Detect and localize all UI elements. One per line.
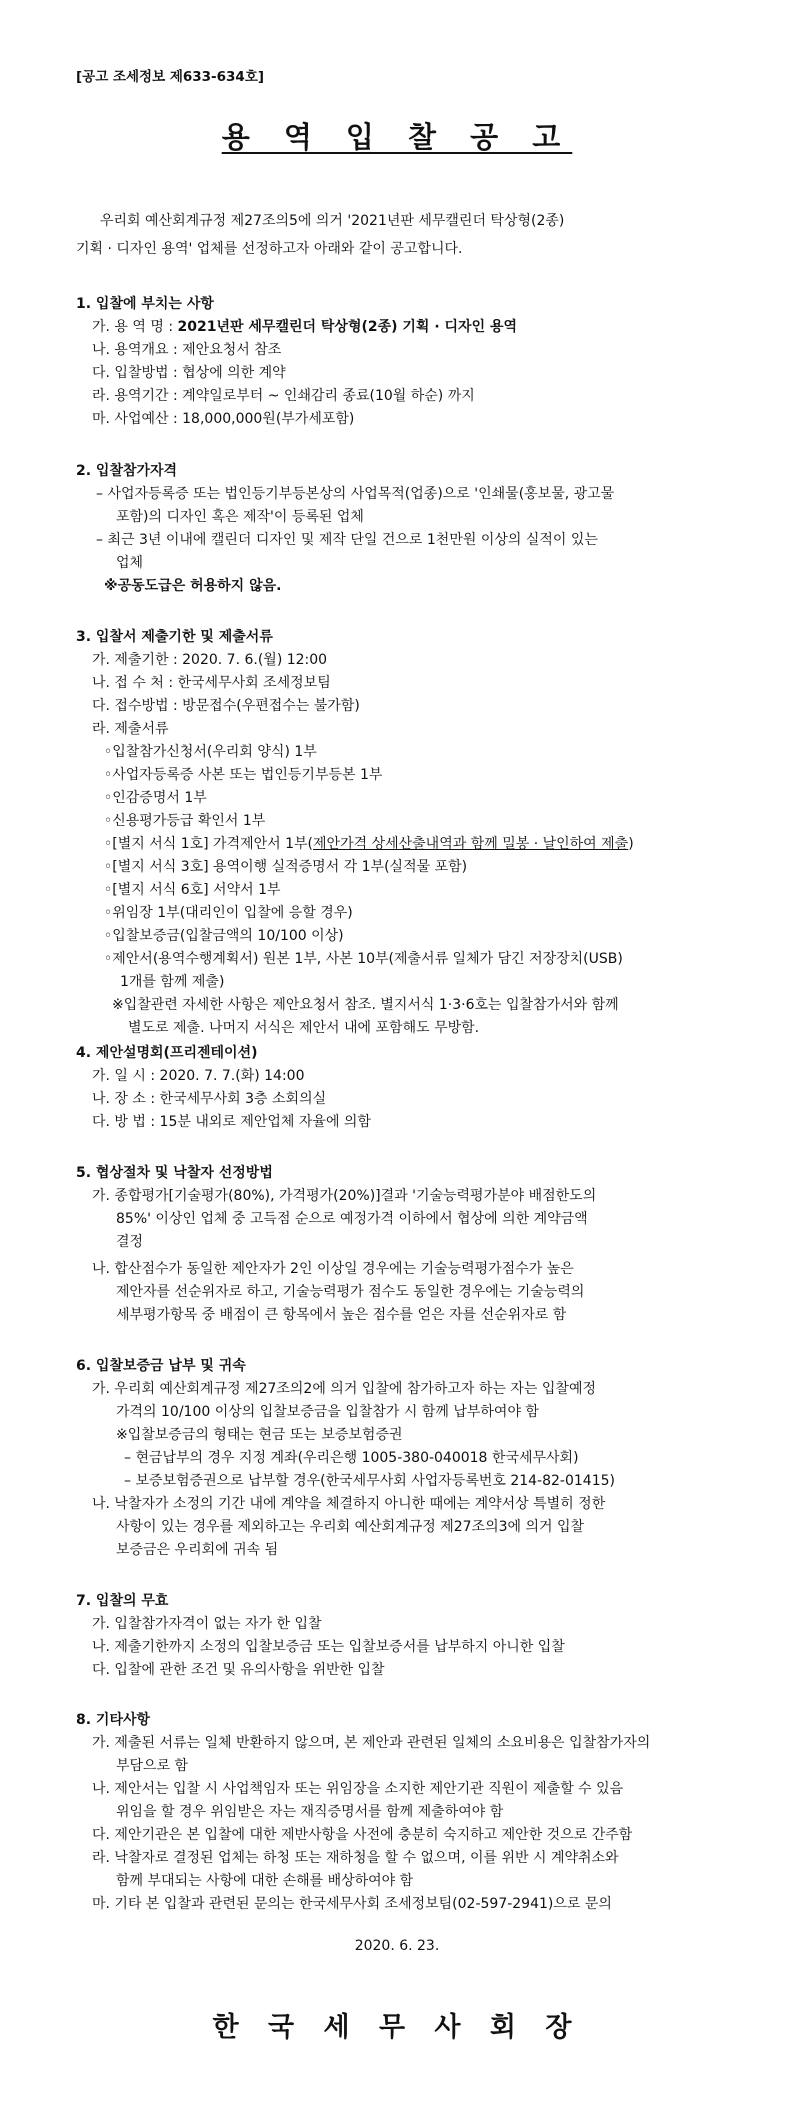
section-6-line: 가격의 10/100 이상의 입찰보증금을 입찰참가 시 함께 납부하여야 함 <box>116 1404 539 1420</box>
section-1-heading: 1. 입찰에 부치는 사항 <box>76 296 214 312</box>
document-item: ◦위임장 1부(대리인이 입찰에 응할 경우) <box>104 905 353 921</box>
item-label: 라. 용역기간 : <box>92 388 183 404</box>
item-label: 가. 용 역 명 : <box>92 319 178 335</box>
document-item <box>104 835 634 853</box>
item-value: 18,000,000원(부가세포함) <box>182 411 355 427</box>
intro-line: 기획 · 디자인 용역' 업체를 선정하고자 아래와 같이 공고합니다. <box>76 241 463 257</box>
document-item: ◦사업자등록증 사본 또는 법인등기부등본 1부 <box>104 767 383 783</box>
section-8-line: 나. 제안서는 입찰 시 사업책임자 또는 위임장을 소지한 제안기관 직원이 제출할 수 있음 <box>92 1781 624 1797</box>
section-8-line: 가. 제출된 서류는 일체 반환하지 않으며, 본 제안과 관련된 일체의 소요비용은 입찰참가자의 <box>92 1735 651 1751</box>
section-3-note: 별도로 제출. 나머지 서식은 제안서 내에 포함해도 무방함. <box>128 1020 480 1036</box>
section-3-item: 라. 제출서류 <box>92 721 169 737</box>
section-7-heading: 7. 입찰의 무효 <box>76 1593 169 1609</box>
item-value: 2021년판 세무캘린더 탁상형(2종) 기획 · 디자인 용역 <box>177 319 518 335</box>
section-2-line: – 사업자등록증 또는 법인등기부등본상의 사업목적(업종)으로 '인쇄물(홍보물, 광고물 <box>96 486 615 502</box>
section-1-item <box>92 387 475 405</box>
document-item: ◦제안서(용역수행계획서) 원본 1부, 사본 10부(제출서류 일체가 담긴 저장장치(USB) <box>104 951 623 967</box>
section-4-item: 나. 장 소 : 한국세무사회 3층 소회의실 <box>92 1091 327 1107</box>
doc-suffix: ) <box>628 836 634 852</box>
item-label: 다. 입찰방법 : <box>92 365 183 381</box>
section-1-item <box>92 410 354 428</box>
doc-underlined: 제안가격 상세산출내역과 함께 밀봉 · 날인하여 제출 <box>313 836 629 852</box>
document-item: ◦[별지 서식 3호] 용역이행 실적증명서 각 1부(실적물 포함) <box>104 859 468 875</box>
section-6-line: 나. 낙찰자가 소정의 기간 내에 계약을 체결하지 아니한 때에는 계약서상 특별히 정한 <box>92 1496 606 1512</box>
section-3-heading: 3. 입찰서 제출기한 및 제출서류 <box>76 629 273 645</box>
section-6-line: 보증금은 우리회에 귀속 됨 <box>116 1542 279 1558</box>
section-5-heading: 5. 협상절차 및 낙찰자 선정방법 <box>76 1165 273 1181</box>
document-item: ◦입찰참가신청서(우리회 양식) 1부 <box>104 744 317 760</box>
section-5-line: 결정 <box>116 1234 144 1250</box>
page-title: 용 역 입 찰 공 고 <box>221 120 573 154</box>
section-5-line: 85%' 이상인 업체 중 고득점 순으로 예정가격 이하에서 협상에 의한 계약금액 <box>116 1211 588 1227</box>
section-3-item: 나. 접 수 처 : 한국세무사회 조세정보팀 <box>92 675 331 691</box>
item-label: 마. 사업예산 : <box>92 411 183 427</box>
section-2-line: 업체 <box>116 555 144 571</box>
section-5-line: 제안자를 선순위자로 하고, 기술능력평가 점수도 동일한 경우에는 기술능력의 <box>116 1284 585 1300</box>
document-item: ◦입찰보증금(입찰금액의 10/100 이상) <box>104 928 344 944</box>
notice-reference: [공고 조세정보 제633-634호] <box>76 69 265 85</box>
document-item: ◦[별지 서식 6호] 서약서 1부 <box>104 882 281 898</box>
item-value: 협상에 의한 계약 <box>182 365 286 381</box>
section-7-item: 다. 입찰에 관한 조건 및 유의사항을 위반한 입찰 <box>92 1662 385 1678</box>
section-6-line: ※입찰보증금의 형태는 현금 또는 보증보험증권 <box>116 1427 403 1443</box>
section-2-heading: 2. 입찰참가자격 <box>76 463 178 479</box>
section-1-item <box>92 318 517 336</box>
section-2-line: – 최근 3년 이내에 캘린더 디자인 및 제작 단일 건으로 1천만원 이상의 실적이 있는 <box>96 532 598 548</box>
doc-prefix: ◦[별지 서식 1호] 가격제안서 1부( <box>104 836 314 852</box>
section-4-item: 다. 방 법 : 15분 내외로 제안업체 자율에 의함 <box>92 1114 371 1130</box>
section-8-line: 부담으로 함 <box>116 1758 189 1774</box>
item-value: 계약일로부터 ~ 인쇄감리 종료(10월 하순) 까지 <box>182 388 475 404</box>
section-1-item <box>92 341 281 359</box>
section-8-heading: 8. 기타사항 <box>76 1712 151 1728</box>
section-6-line: 가. 우리회 예산회계규정 제27조의2에 의거 입찰에 참가하고자 하는 자는 입찰예정 <box>92 1381 596 1397</box>
section-1-item <box>92 364 286 382</box>
section-5-line: 가. 종합평가[기술평가(80%), 가격평가(20%)]결과 '기술능력평가분야 배점한도의 <box>92 1188 597 1204</box>
section-4-item: 가. 일 시 : 2020. 7. 7.(화) 14:00 <box>92 1068 305 1084</box>
item-value: 제안요청서 참조 <box>182 342 282 358</box>
announcement-date: 2020. 6. 23. <box>354 1938 440 1954</box>
section-8-line: 라. 낙찰자로 결정된 업체는 하청 또는 재하청을 할 수 없으며, 이를 위반 시 계약취소와 <box>92 1850 619 1866</box>
section-5-line: 나. 합산점수가 동일한 제안자가 2인 이상일 경우에는 기술능력평가점수가 높은 <box>92 1261 574 1277</box>
document-item: 1개를 함께 제출) <box>120 974 225 990</box>
section-7-item: 나. 제출기한까지 소정의 입찰보증금 또는 입찰보증서를 납부하지 아니한 입찰 <box>92 1639 565 1655</box>
section-6-line: – 현금납부의 경우 지정 계좌(우리은행 1005-380-040018 한국세무사회) <box>124 1450 579 1466</box>
section-5-line: 세부평가항목 중 배점이 큰 항목에서 높은 점수를 얻은 자를 선순위자로 함 <box>116 1307 567 1323</box>
section-8-line: 위임을 할 경우 위임받은 자는 재직증명서를 함께 제출하여야 함 <box>116 1804 504 1820</box>
document-item: ◦신용평가등급 확인서 1부 <box>104 813 266 829</box>
section-2-line: 포함)의 디자인 혹은 제작'이 등록된 업체 <box>116 509 364 525</box>
section-6-line: 사항이 있는 경우를 제외하고는 우리회 예산회계규정 제27조의3에 의거 입찰 <box>116 1519 585 1535</box>
section-6-line: – 보증보험증권으로 납부할 경우(한국세무사회 사업자등록번호 214-82-01415) <box>124 1473 615 1489</box>
section-6-heading: 6. 입찰보증금 납부 및 귀속 <box>76 1358 246 1374</box>
intro-line: 우리회 예산회계규정 제27조의5에 의거 '2021년판 세무캘린더 탁상형(2종) <box>100 213 565 229</box>
section-3-note: ※입찰관련 자세한 사항은 제안요청서 참조. 별지서식 1·3·6호는 입찰참가서와 함께 <box>112 997 619 1013</box>
section-8-line: 함께 부대되는 사항에 대한 손해를 배상하여야 함 <box>116 1873 414 1889</box>
section-3-item: 다. 접수방법 : 방문접수(우편접수는 불가함) <box>92 698 360 714</box>
section-3-item: 가. 제출기한 : 2020. 7. 6.(월) 12:00 <box>92 652 328 668</box>
section-2-note: ※공동도급은 허용하지 않음. <box>104 578 282 594</box>
section-8-line: 다. 제안기관은 본 입찰에 대한 제반사항을 사전에 충분히 숙지하고 제안한 것으로 간주함 <box>92 1827 633 1843</box>
section-8-line: 마. 기타 본 입찰과 관련된 문의는 한국세무사회 조세정보팀(02-597-2941)으로 문의 <box>92 1896 612 1912</box>
document-item: ◦인감증명서 1부 <box>104 790 207 806</box>
section-7-item: 가. 입찰참가자격이 없는 자가 한 입찰 <box>92 1616 322 1632</box>
item-label: 나. 용역개요 : <box>92 342 183 358</box>
signature: 한 국 세 무 사 회 장 <box>212 2012 582 2043</box>
section-4-heading: 4. 제안설명회(프리젠테이션) <box>76 1045 258 1061</box>
